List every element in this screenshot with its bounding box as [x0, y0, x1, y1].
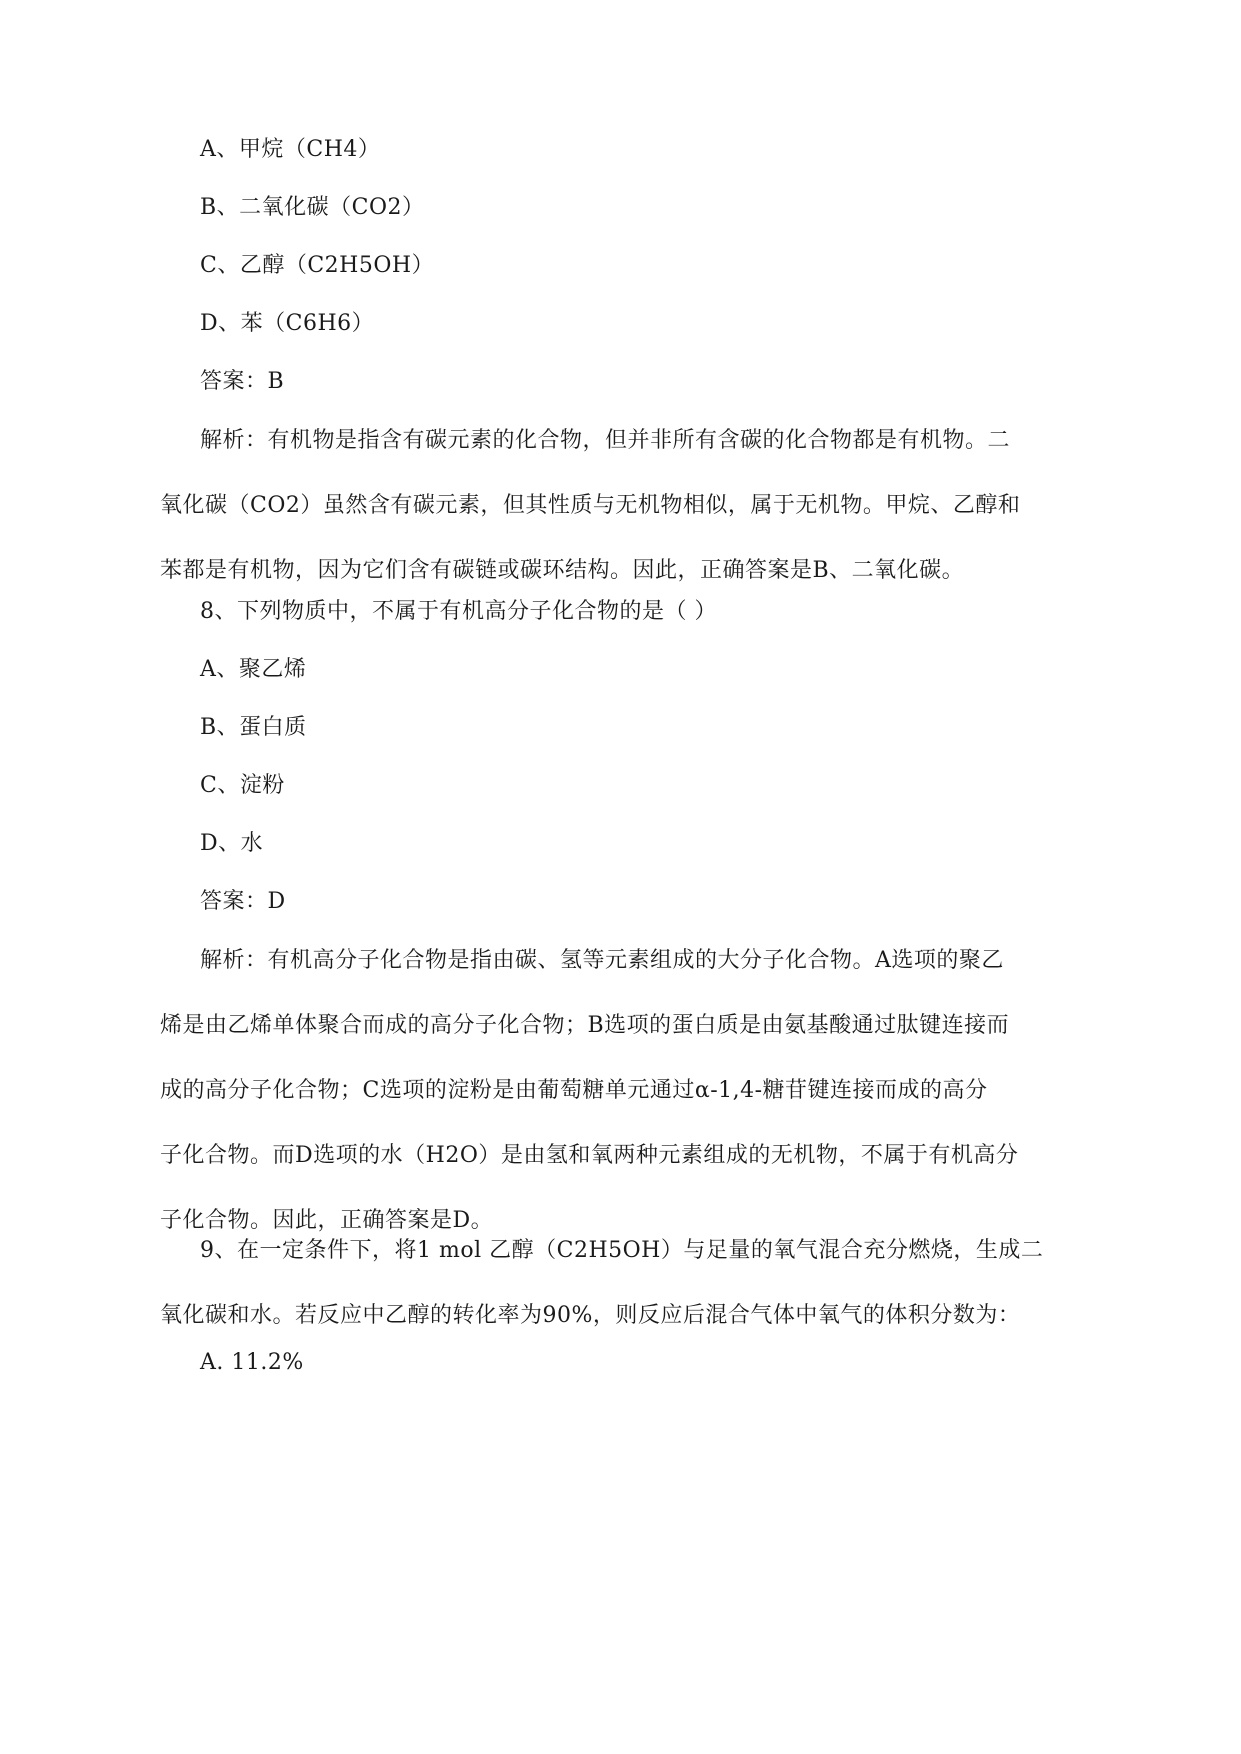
q8-option-a: A、聚乙烯: [200, 657, 307, 682]
q8-analysis-line: 成的高分子化合物；C选项的淀粉是由葡萄糖单元通过α-1,4-糖苷键连接而成的高分: [160, 1078, 988, 1103]
q7-analysis-line: 苯都是有机物，因为它们含有碳链或碳环结构。因此，正确答案是B、二氧化碳。: [160, 558, 965, 583]
q7-option-d: D、苯（C6H6）: [200, 311, 375, 336]
q8-option-b: B、蛋白质: [200, 715, 307, 740]
q8-analysis-line: 子化合物。而D选项的水（H2O）是由氢和氧两种元素组成的无机物，不属于有机高分: [160, 1143, 1019, 1168]
q7-answer: 答案：B: [200, 369, 285, 394]
q9-question: [160, 1218, 1080, 1348]
q8-analysis: [160, 928, 1080, 1253]
q9-question-line: 氧化碳和水。若反应中乙醇的转化率为90%，则反应后混合气体中氧气的体积分数为：: [160, 1303, 1021, 1328]
q8-answer: 答案：D: [200, 889, 286, 914]
q7-option-c: C、乙醇（C2H5OH）: [200, 253, 435, 278]
q7-analysis-line: 氧化碳（CO2）虽然含有碳元素，但其性质与无机物相似，属于无机物。甲烷、乙醇和: [160, 493, 1021, 518]
q9-question-line: 9、在一定条件下，将1 mol 乙醇（C2H5OH）与足量的氧气混合充分燃烧，生成二: [200, 1238, 1044, 1263]
q7-option-a: A、甲烷（CH4）: [200, 137, 381, 162]
q8-option-d: D、水: [200, 831, 264, 856]
q7-analysis-line: 解析：有机物是指含有碳元素的化合物，但并非所有含碳的化合物都是有机物。二: [200, 428, 1011, 453]
q8-analysis-line: 解析：有机高分子化合物是指由碳、氢等元素组成的大分子化合物。A选项的聚乙: [200, 948, 1004, 973]
q8-analysis-line: 烯是由乙烯单体聚合而成的高分子化合物；B选项的蛋白质是由氨基酸通过肽键连接而: [160, 1013, 1010, 1038]
q7-option-b: B、二氧化碳（CO2）: [200, 195, 425, 220]
q8-question: 8、下列物质中，不属于有机高分子化合物的是（ ）: [200, 599, 717, 624]
q9-option-a: A. 11.2%: [200, 1350, 304, 1375]
q7-analysis: [160, 408, 1080, 603]
q8-option-c: C、淀粉: [200, 773, 285, 798]
q8-analysis-line: 子化合物。因此，正确答案是D。: [160, 1208, 494, 1233]
